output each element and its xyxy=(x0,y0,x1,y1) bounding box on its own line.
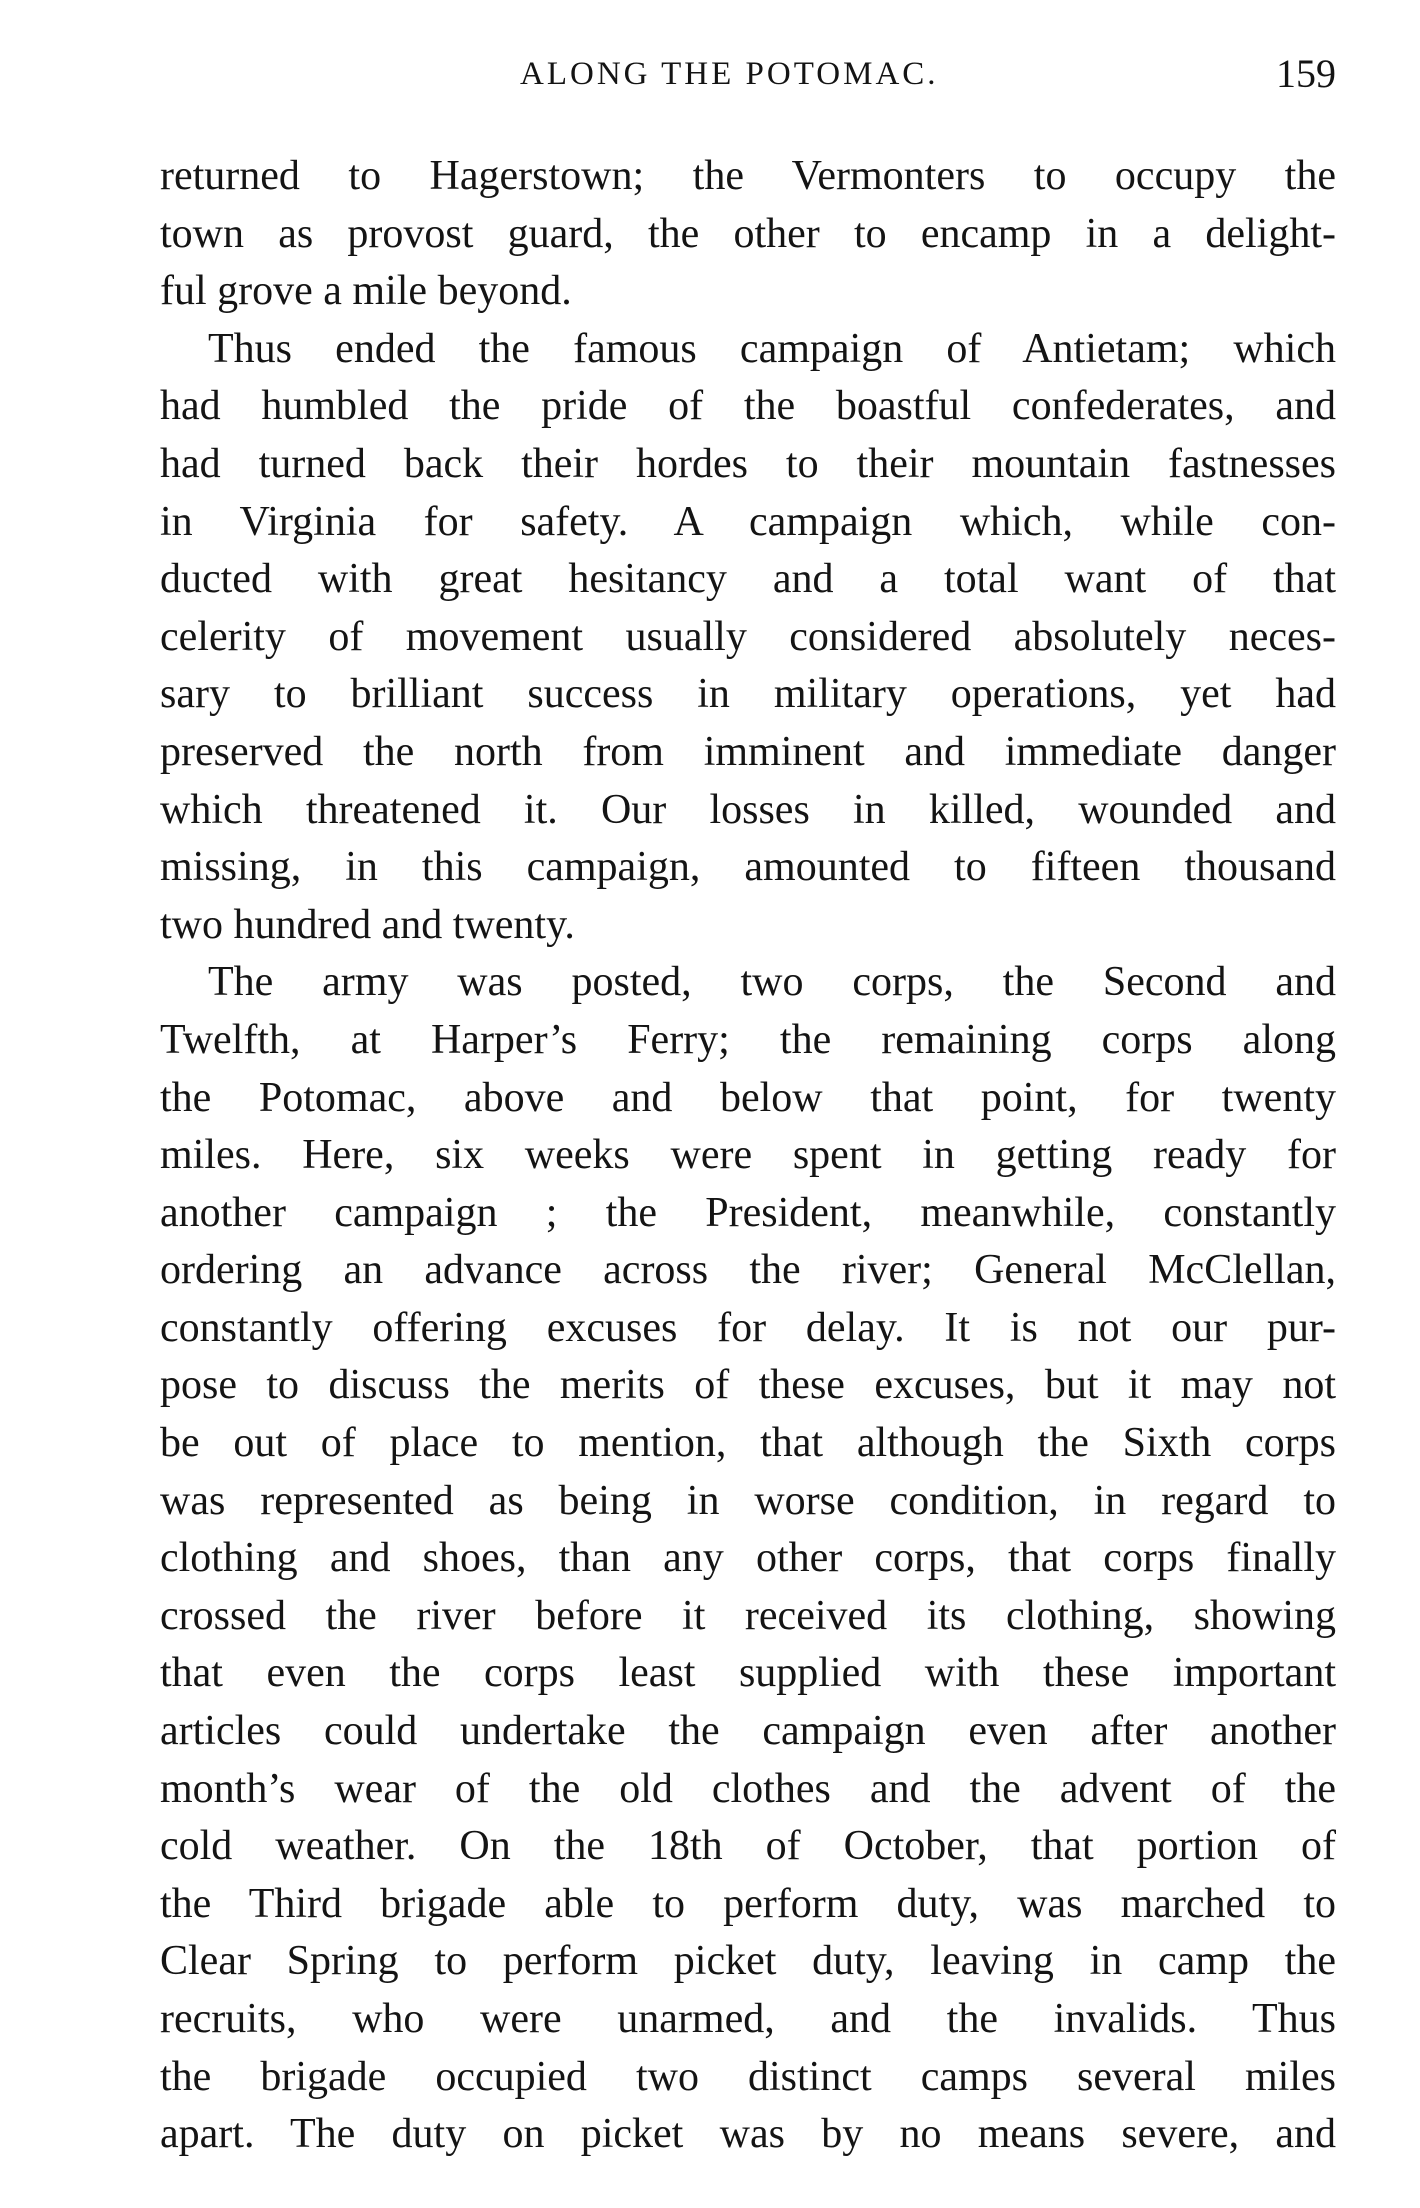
text-line: sary to brilliant success in military operations, yet had xyxy=(160,671,1336,718)
text-line: recruits, who were unarmed, and the invalids. Thus xyxy=(160,1996,1336,2042)
text-line: another campaign ; the President, meanwhile, constantly xyxy=(160,1189,1336,1236)
running-title: ALONG THE POTOMAC. xyxy=(520,56,939,92)
paragraph xyxy=(160,954,1336,2163)
text-line: the Third brigade able to perform duty, was marched to xyxy=(160,1880,1336,1927)
text-line: month’s wear of the old clothes and the advent of the xyxy=(160,1765,1336,1812)
text-line: constantly offering excuses for delay. It is not our pur- xyxy=(160,1304,1336,1351)
text-line: Twelfth, at Harper’s Ferry; the remaining corps along xyxy=(160,1016,1336,1063)
text-line: the brigade occupied two distinct camps several miles xyxy=(160,2053,1336,2100)
text-line: preserved the north from imminent and immediate danger xyxy=(160,728,1336,775)
text-line: articles could undertake the campaign even after another xyxy=(160,1708,1336,1755)
text-line: ducted with great hesitancy and a total want of that xyxy=(160,556,1336,603)
text-line: had turned back their hordes to their mountain fastnesses xyxy=(160,440,1336,487)
page-number: 159 xyxy=(1276,51,1336,96)
paragraph xyxy=(160,321,1336,955)
text-line: Clear Spring to perform picket duty, leaving in camp the xyxy=(160,1938,1336,1985)
text-line: Thus ended the famous campaign of Antietam; which xyxy=(208,325,1336,372)
text-line: celerity of movement usually considered absolutely neces- xyxy=(160,613,1336,660)
text-line: The army was posted, two corps, the Second and xyxy=(208,959,1336,1006)
text-line: the Potomac, above and below that point, for twenty xyxy=(160,1074,1336,1121)
text-line: miles. Here, six weeks were spent in getting ready for xyxy=(160,1132,1336,1179)
text-line: returned to Hagerstown; the Vermonters to occupy the xyxy=(160,153,1336,199)
paragraph xyxy=(160,148,1336,321)
text-line: clothing and shoes, than any other corps, that corps finally xyxy=(160,1535,1336,1582)
running-header xyxy=(160,50,1336,110)
text-line: had humbled the pride of the boastful confederates, and xyxy=(160,383,1336,430)
text-line: which threatened it. Our losses in killed, wounded and xyxy=(160,786,1336,833)
text-line: apart. The duty on picket was by no means severe, and xyxy=(160,2111,1336,2158)
text-line: was represented as being in worse condition, in regard to xyxy=(160,1477,1336,1524)
text-line: two hundred and twenty. xyxy=(160,901,575,948)
body-text xyxy=(160,148,1336,2164)
text-line: be out of place to mention, that although the Sixth corps xyxy=(160,1420,1336,1467)
text-line: missing, in this campaign, amounted to fifteen thousand xyxy=(160,844,1336,891)
text-line: in Virginia for safety. A campaign which, while con- xyxy=(160,498,1336,545)
text-line: ful grove a mile beyond. xyxy=(160,268,572,315)
text-line: ordering an advance across the river; General McClellan, xyxy=(160,1247,1336,1294)
text-line: that even the corps least supplied with these important xyxy=(160,1650,1336,1697)
text-line: cold weather. On the 18th of October, that portion of xyxy=(160,1823,1336,1870)
text-line: town as provost guard, the other to encamp in a delight- xyxy=(160,210,1336,257)
text-line: crossed the river before it received its clothing, showing xyxy=(160,1592,1336,1639)
text-line: pose to discuss the merits of these excuses, but it may not xyxy=(160,1362,1336,1409)
